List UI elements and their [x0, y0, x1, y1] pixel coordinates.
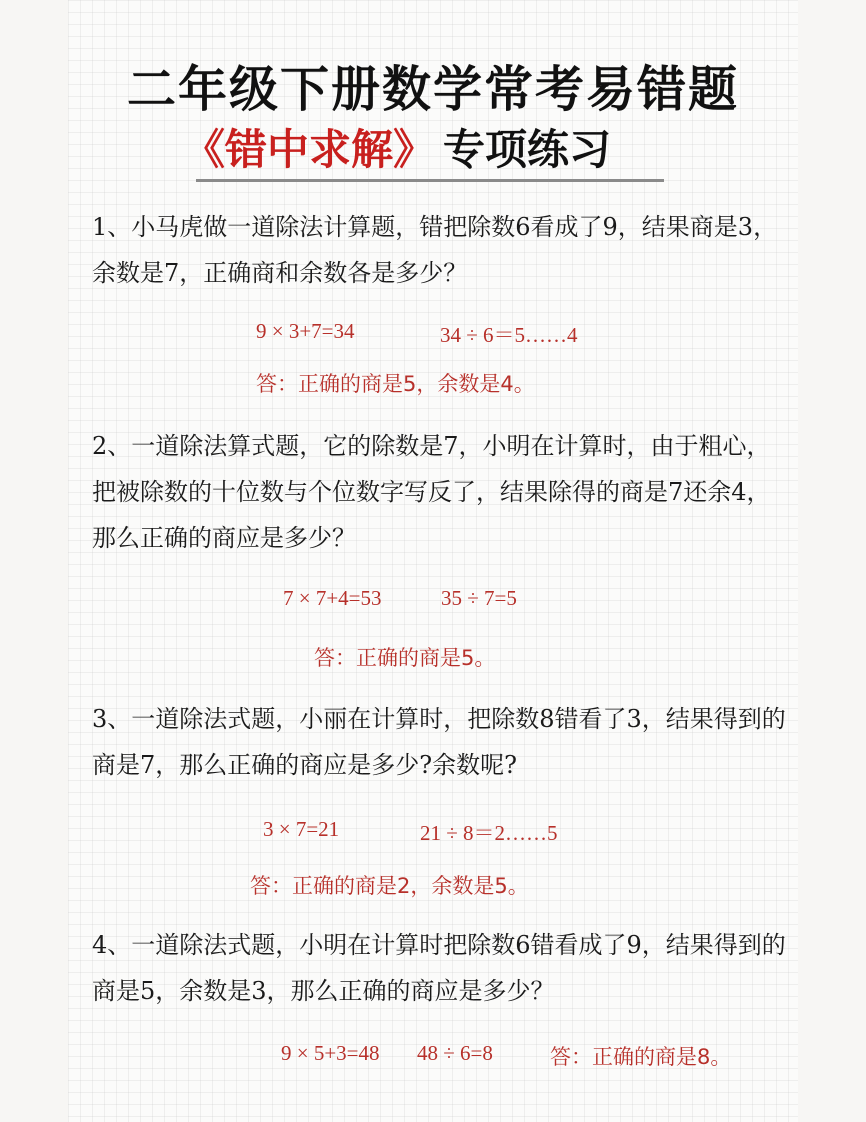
problem-3-answer: 答：正确的商是2，余数是5。	[250, 874, 529, 898]
problem-4-calc-1: 9 × 5+3=48	[281, 1041, 380, 1065]
page-title: 二年级下册数学常考易错题	[126, 61, 739, 118]
problem-2-answer: 答：正确的商是5。	[314, 646, 496, 670]
problem-1-calc-1: 9 × 3+7=34	[256, 319, 355, 343]
problem-4-answer: 答：正确的商是8。	[550, 1045, 732, 1069]
problem-4-calc-2: 48 ÷ 6=8	[417, 1041, 493, 1065]
problem-1-question: 1、小马虎做一道除法计算题，错把除数6看成了9，结果商是3，余数是7，正确商和余数各是多少？	[92, 213, 778, 287]
problem-2-calc-2: 35 ÷ 7=5	[441, 586, 517, 610]
problem-4-question: 4、一道除法式题，小明在计算时把除数6错看成了9，结果得到的商是5，余数是3，那么正确的商应是多少？	[92, 931, 786, 1005]
problem-2-question: 2、一道除法算式题，它的除数是7，小明在计算时，由于粗心，把被除数的十位数与个位数字写反了，结果除得的商是7还余4，那么正确的商应是多少？	[92, 432, 771, 552]
page-subtitle	[183, 121, 611, 179]
problem-3-question: 3、一道除法式题，小丽在计算时，把除数8错看了3，结果得到的商是7，那么正确的商应是多少?余数呢?	[92, 705, 786, 779]
title-divider	[196, 179, 664, 182]
subtitle-text: 专项练习	[443, 125, 612, 174]
problem-2-calc-1: 7 × 7+4=53	[283, 586, 382, 610]
problem-1-answer: 答：正确的商是5，余数是4。	[256, 372, 535, 396]
problem-1-calc-2: 34 ÷ 6＝5……4	[440, 323, 578, 347]
problem-3-calc-1: 3 × 7=21	[263, 817, 340, 841]
problem-3-calc-2: 21 ÷ 8＝2……5	[420, 821, 558, 845]
subtitle-highlight: 《错中求解》	[183, 125, 436, 174]
